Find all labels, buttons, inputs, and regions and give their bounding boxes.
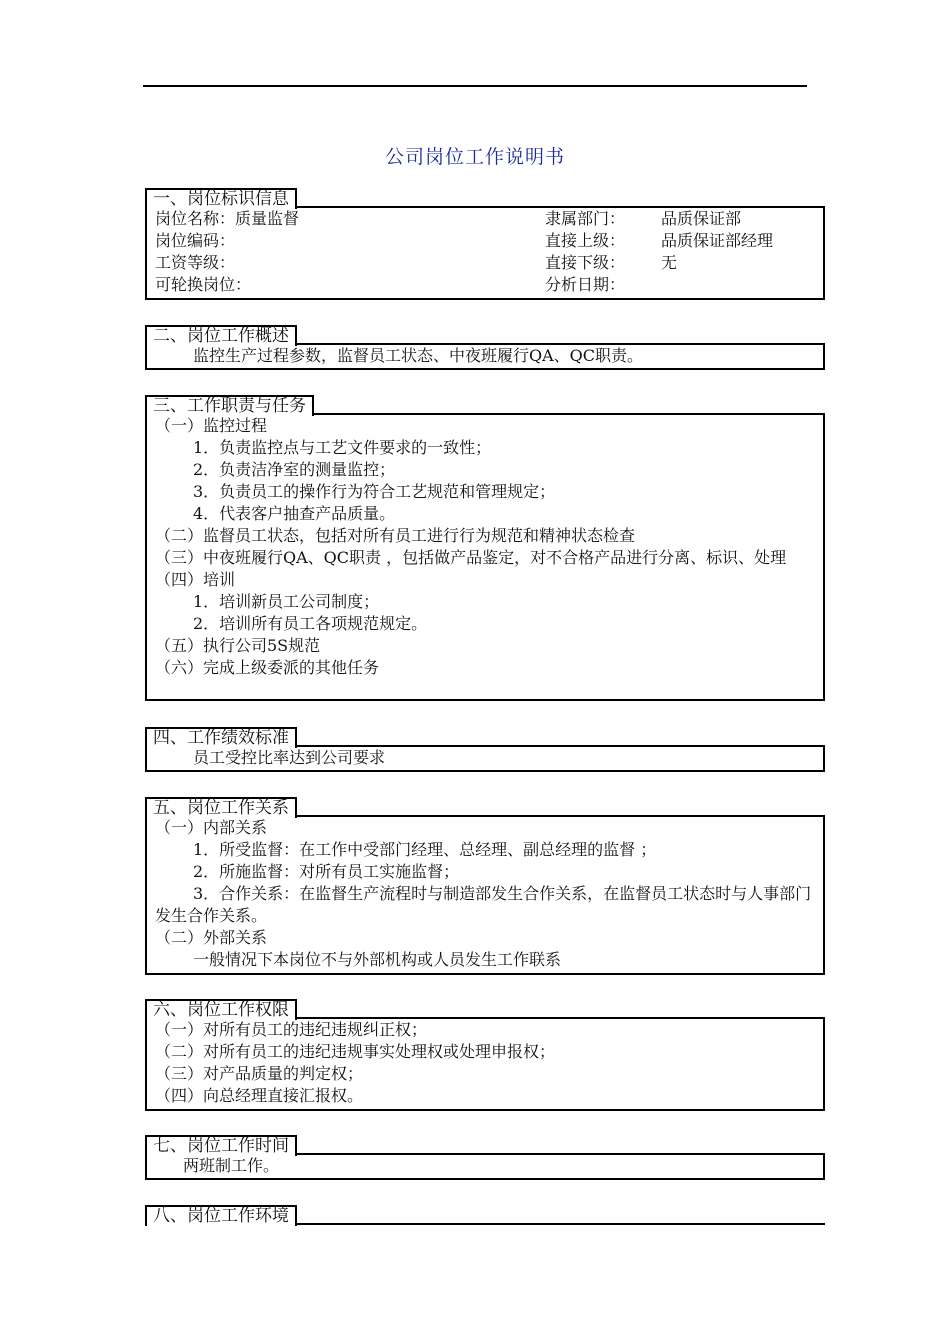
- info-label: 隶属部门：: [545, 209, 626, 228]
- body-line: 4．代表客户抽查产品质量。: [193, 504, 396, 523]
- document-title: 公司岗位工作说明书: [384, 146, 565, 168]
- info-left: 岗位编码：: [155, 231, 236, 250]
- section-header: [145, 325, 825, 345]
- body-line: 1．负责监控点与工艺文件要求的一致性；: [193, 438, 492, 457]
- body-line: （五）执行公司5S规范: [155, 636, 321, 655]
- section-header: [145, 1135, 825, 1155]
- info-left: 工资等级：: [155, 253, 236, 272]
- section-heading: 八、岗位工作环境: [145, 1205, 297, 1226]
- section-header: [145, 797, 825, 817]
- body-line: （二）对所有员工的违纪违规事实处理权或处理申报权；: [155, 1042, 556, 1061]
- section-relations: [145, 797, 825, 975]
- section-heading: 一、岗位标识信息: [145, 188, 297, 209]
- header-rule: [143, 85, 807, 87]
- section-body: [145, 345, 825, 370]
- section-body: [145, 415, 825, 701]
- section-body: [145, 1019, 825, 1111]
- info-label: 直接下级：: [545, 253, 626, 272]
- body-line: （二）外部关系: [155, 928, 268, 947]
- section-heading: 四、工作绩效标准: [145, 727, 297, 748]
- section-performance: [145, 727, 825, 772]
- section-body: [145, 208, 825, 300]
- section-duties: [145, 395, 825, 701]
- section-body: [145, 817, 825, 975]
- section-heading: 三、工作职责与任务: [145, 395, 314, 416]
- section-header: [145, 999, 825, 1019]
- body-line: 2．培训所有员工各项规范规定。: [193, 614, 428, 633]
- info-grid: [155, 208, 817, 296]
- section-position-info: [145, 188, 825, 300]
- section-body: [145, 1155, 825, 1180]
- body-line: （一）内部关系: [155, 818, 268, 837]
- section-heading: 二、岗位工作概述: [145, 325, 297, 346]
- section-header: [145, 188, 825, 208]
- section-heading: 五、岗位工作关系: [145, 797, 297, 818]
- body-line: （一）监控过程: [155, 416, 268, 435]
- body-line: 2．负责洁净室的测量监控；: [193, 460, 396, 479]
- body-line: 2．所施监督：对所有员工实施监督；: [193, 862, 460, 881]
- body-line: 监控生产过程参数，监督员工状态、中夜班履行QA、QC职责。: [193, 346, 644, 365]
- info-value: [661, 274, 817, 296]
- body-line: 3．合作关系：在监督生产流程时与制造部发生合作关系，在监督员工状态时与人事部门发生合作关系。: [155, 884, 812, 925]
- body-line: （四）向总经理直接汇报权。: [155, 1086, 364, 1105]
- body-line: 员工受控比率达到公司要求: [193, 748, 386, 767]
- section-heading: 七、岗位工作时间: [145, 1135, 297, 1156]
- info-value: 品质保证部: [661, 209, 742, 228]
- section-header: [145, 727, 825, 747]
- body-line: （二）监督员工状态，包括对所有员工进行行为规范和精神状态检查: [155, 526, 636, 545]
- body-line: （三）对产品质量的判定权；: [155, 1064, 364, 1083]
- section-body: [145, 747, 825, 772]
- info-left: 可轮换岗位：: [155, 275, 252, 294]
- section-work-environment: [145, 1205, 825, 1225]
- info-label: 直接上级：: [545, 231, 626, 250]
- body-line: 一般情况下本岗位不与外部机构或人员发生工作联系: [193, 950, 562, 969]
- body-line: 3．负责员工的操作行为符合工艺规范和管理规定；: [193, 482, 556, 501]
- body-line: （四）培训: [155, 570, 236, 589]
- section-heading: 六、岗位工作权限: [145, 999, 297, 1020]
- info-value: 品质保证部经理: [661, 231, 774, 250]
- info-value: 无: [661, 253, 678, 272]
- body-line: 1．培训新员工公司制度；: [193, 592, 380, 611]
- body-line: 1．所受监督：在工作中受部门经理、总经理、副总经理的监督 ；: [193, 840, 657, 859]
- body-line: （六）完成上级委派的其他任务: [155, 658, 380, 677]
- body-line: （一）对所有员工的违纪违规纠正权；: [155, 1020, 428, 1039]
- info-label: 分析日期：: [545, 275, 626, 294]
- section-authority: [145, 999, 825, 1111]
- section-header: [145, 1205, 825, 1225]
- body-line: （三）中夜班履行QA、QC职责 ，包括做产品鉴定，对不合格产品进行分离、标识、处理: [155, 548, 787, 567]
- section-header: [145, 395, 825, 415]
- section-overview: [145, 325, 825, 370]
- body-line: 两班制工作。: [183, 1156, 280, 1175]
- info-left: 岗位名称：质量监督: [155, 209, 300, 228]
- section-work-time: [145, 1135, 825, 1180]
